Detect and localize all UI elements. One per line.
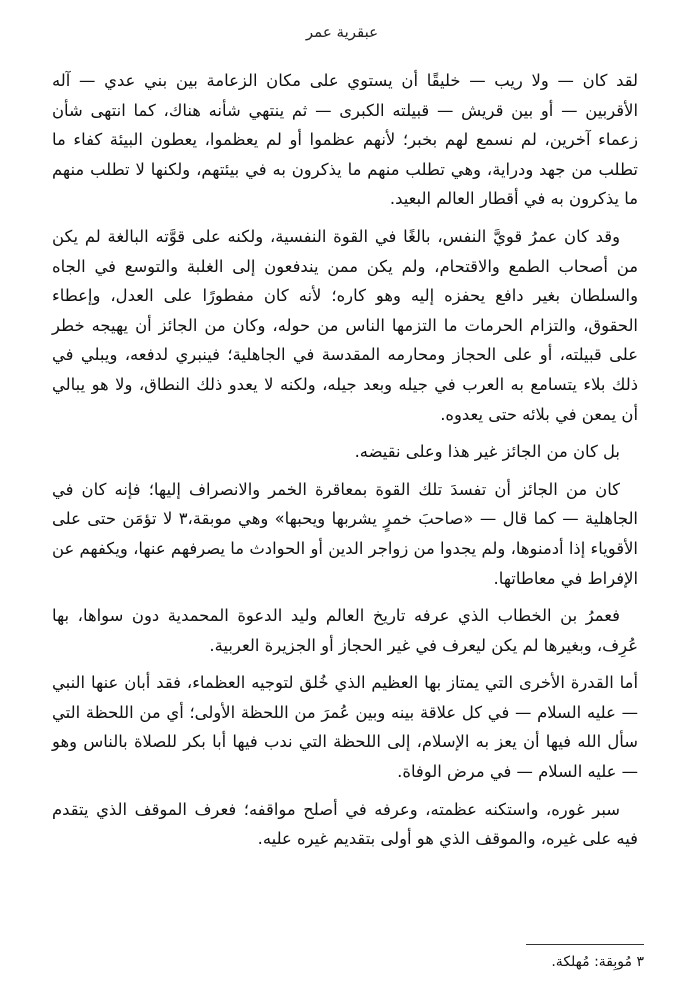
footnote-divider (526, 944, 644, 945)
paragraph: سبر غوره، واستكنه عظمته، وعرفه في أصلح مواقفه؛ فعرف الموقف الذي يتقدم فيه على غيره، والموقف الذي هو أولى بتقديم غيره عليه. (52, 799, 638, 849)
paragraph: أما القدرة الأخرى التي يمتاز بها العظيم الذي خُلق لتوجيه العظماء، فقد أبان عنها النبي — عليه السلام — في كل علاقة بينه وبين عُمرَ من اللحظة الأولى؛ أي من اللحظة التي سأل الله فيها أن يعز به الإسلام، إلى اللحظة التي ندب فيها أبا بكر للصلاة بالناس وهو — عليه السلام — في مرض الوفاة. (52, 673, 638, 782)
body-text (52, 66, 638, 862)
paragraph: لقد كان — ولا ريب — خليقًا أن يستوي على مكان الزعامة بين بني عدي — آله الأقربين — أو بين قريش — قبيلته الكبرى — ثم ينتهي شأنه هناك، كما انتهى شأن زعماء آخرين، لم نسمع لهم بخبر؛ لأنهم عظموا أو لم يعظموا، يعطون البيئة كفاء ما تطلب من جهد ودراية، وهي تطلب منهم ما يذكرون به في بيئتهم، ولكنها لا تطلب منهم ما يذكرون به في أقطار العالم البعيد. (52, 71, 638, 209)
running-head-title: عبقرية عمر (305, 23, 379, 41)
paragraph: كان من الجائز أن تفسدَ تلك القوة بمعاقرة الخمر والانصراف إليها؛ فإنه كان في الجاهلية — كما قال — «صاحبَ خمرٍ يشربها ويحبها» وهي موبقة،٣ لا تؤمَن حتى على الأقوياء إذا أدمنوها، ولم يجدوا من زواجر الدين أو الحوادث ما يصرفهم عنها، ويكفهم عن الإفراط في معاطاتها. (52, 479, 638, 588)
footnote: ٣ مُوبِقة: مُهلكة. (551, 954, 644, 970)
paragraph: وقد كان عمرُ قويَّ النفس، بالغًا في القوة النفسية، ولكنه على قوَّته البالغة لم يكن من أصحاب الطمع والاقتحام، ولم يكن ممن يندفعون إلى الغلبة والتوسع في الجاه والسلطان بغير دافع يحفزه إليه وهو كاره؛ لأنه كان مفطورًا على العدل، وإعطاء الحقوق، والتزام الحرمات ما التزمها الناس من حوله، وكان من الجائز أن يهيجه خطر على قبيلته، أو على الحجاز ومحارمه المقدسة في الجاهلية؛ فينبري لدفعه، ويبلي في ذلك بلاء يتسامع به العرب في جيله وبعد جيله، ولكنه لا يعدو ذلك النطاق، ولا هو يبالي أن يمعن في بلائه حتى يعدوه. (52, 226, 638, 424)
paragraph: بل كان من الجائز غير هذا وعلى نقيضه. (354, 442, 620, 462)
paragraph: فعمرُ بن الخطاب الذي عرفه تاريخ العالم وليد الدعوة المحمدية دون سواها، بها عُرِف، وبغيرها لم يكن ليعرف في غير الحجاز أو الجزيرة العربية. (52, 606, 638, 655)
